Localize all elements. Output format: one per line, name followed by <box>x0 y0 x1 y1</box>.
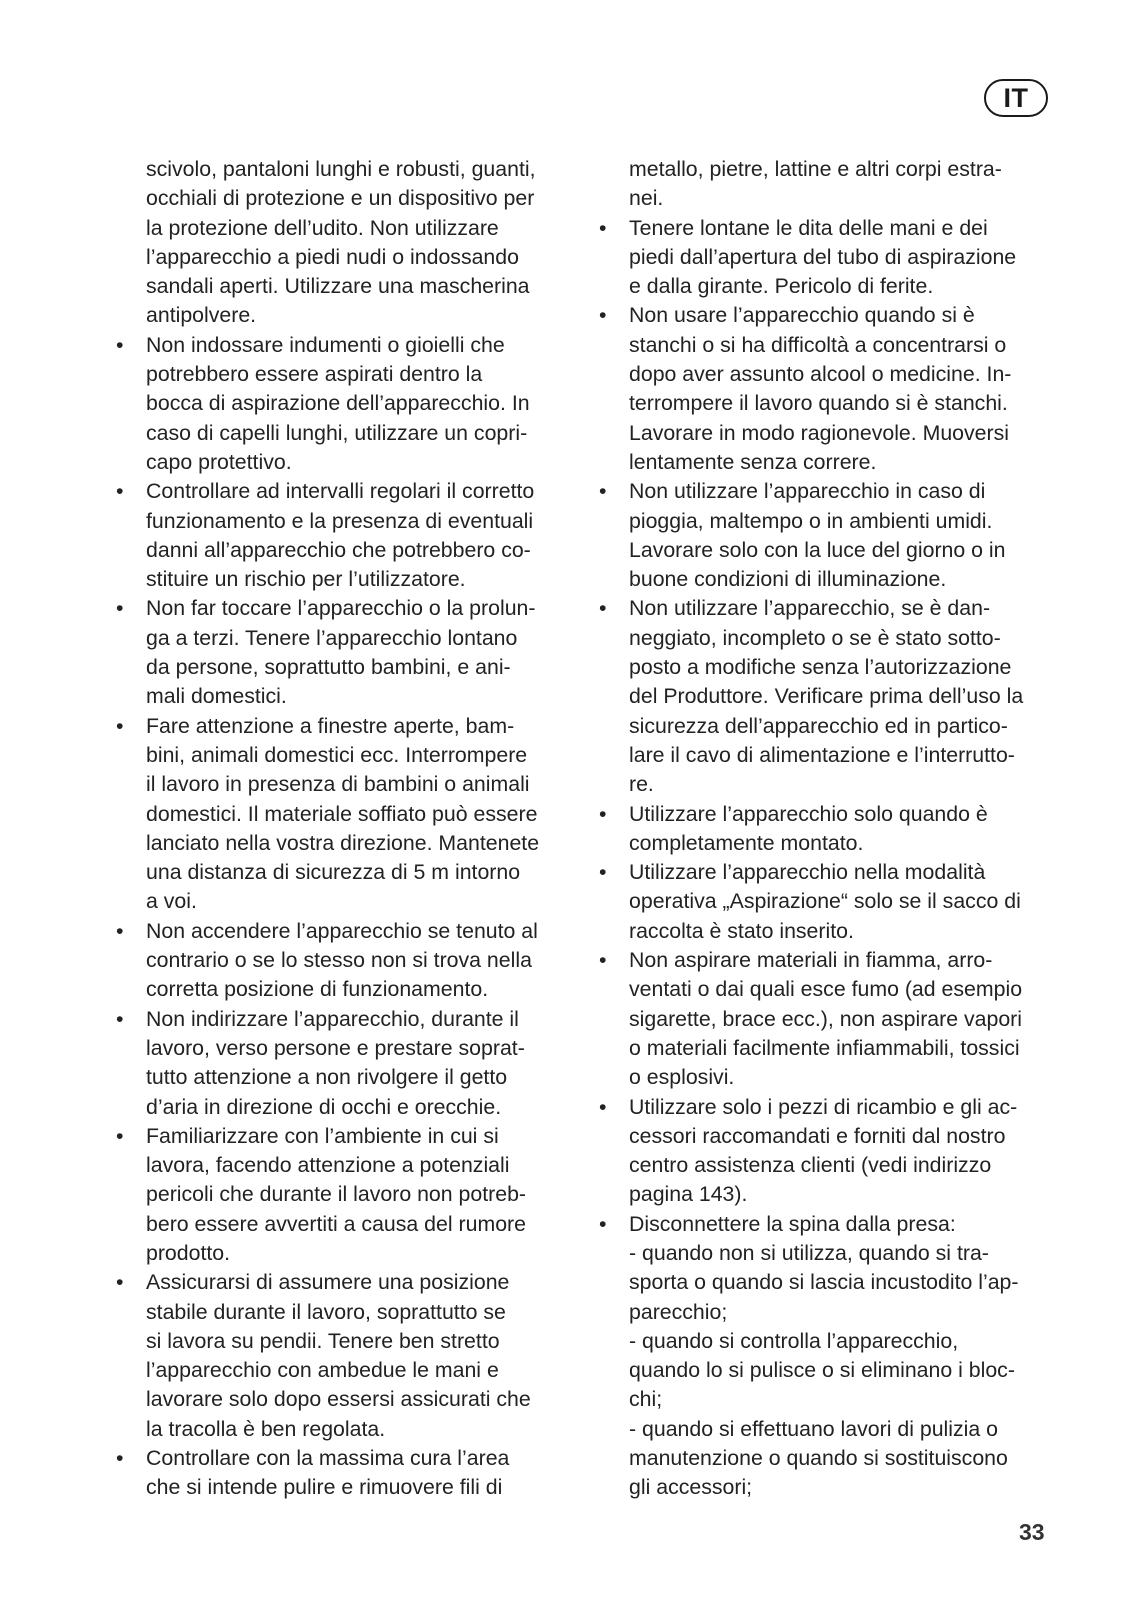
bullet-icon: • <box>116 1446 124 1471</box>
right-column <box>597 155 1063 1503</box>
list-item <box>114 1444 576 1503</box>
bullet-icon: • <box>116 332 124 357</box>
bullet-icon: • <box>599 948 607 973</box>
list-item <box>597 214 1063 302</box>
language-badge: IT <box>984 79 1048 117</box>
list-item <box>114 1268 576 1444</box>
bullet-icon: • <box>116 1123 124 1148</box>
list-item <box>114 477 576 594</box>
list-item-text: Non accendere l’apparecchio se tenuto al contrario o se lo stesso non si trova nella corretta posizione di funzionamento. <box>146 918 538 1002</box>
bullet-icon: • <box>116 1006 124 1031</box>
bullet-icon: • <box>599 801 607 826</box>
bullet-icon: • <box>599 1211 607 1236</box>
list-item-text: Non indossare indumenti o gioielli che potrebbero essere aspirati dentro la bocca di aspirazione dell’apparecchio. In caso di capelli lunghi, utilizzare un copri- capo protettivo. <box>146 332 530 474</box>
bullet-icon: • <box>116 479 124 504</box>
list-item-text: Non far toccare l’apparecchio o la prolun- ga a terzi. Tenere l’apparecchio lontano da persone, soprattutto bambini, e ani- mali domestici. <box>146 596 536 709</box>
bullet-icon: • <box>116 918 124 943</box>
list-item-text: Non indirizzare l’apparecchio, durante il lavoro, verso persone e prestare soprat- tutto attenzione a non rivolgere il getto d’aria in direzione di occhi e orecchie. <box>146 1006 525 1119</box>
list-item-text: Non aspirare materiali in fiamma, arro- ventati o dai quali esce fumo (ad esempio sigarette, brace ecc.), non aspirare vapori o materiali facilmente infiammabili, tossici o esplosivi. <box>629 948 1023 1090</box>
list-item <box>114 712 576 917</box>
list-item <box>597 946 1063 1092</box>
list-item-text: Utilizzare l’apparecchio solo quando è completamente montato. <box>629 801 988 855</box>
list-item-text: Controllare con la massima cura l’area che si intende pulire e rimuovere fili di <box>146 1446 510 1500</box>
left-column <box>114 155 576 1503</box>
list-item-text: Disconnettere la spina dalla presa: - quando non si utilizza, quando si tra- sporta o quando si lascia incustodito l’ap- parecchio; - quando si controlla l’apparecchio, quando lo si pulisce o si eliminano i bloc- chi; - quando si effettuano lavori di pulizia o manutenzione o quando si sostituiscono gli accessori; <box>629 1211 1019 1500</box>
list-item <box>114 331 576 477</box>
list-item-text: Fare attenzione a finestre aperte, bam- bini, animali domestici ecc. Interrompere il lavoro in presenza di bambini o animali domestici. Il materiale soffiato può essere lanciato nella vostra direzione. Mantenete una distanza di sicurezza di 5 m intorno a voi. <box>146 713 540 914</box>
list-item <box>597 858 1063 946</box>
list-item <box>597 1210 1063 1503</box>
bullet-icon: • <box>599 1094 607 1119</box>
list-item <box>114 594 576 711</box>
continuation-text: metallo, pietre, lattine e altri corpi estra- nei. <box>629 157 1002 211</box>
list-item <box>597 594 1063 799</box>
bullet-icon: • <box>599 215 607 240</box>
bullet-icon: • <box>599 860 607 885</box>
list-item <box>597 800 1063 859</box>
bullet-icon: • <box>116 596 124 621</box>
bullet-icon: • <box>116 1270 124 1295</box>
list-item-text: Non utilizzare l’apparecchio, se è dan- neggiato, incompleto o se è stato sotto- posto a modifiche senza l’autorizzazione del Produttore. Verificare prima dell’uso la sicurezza dell’apparecchio ed in partico- lare il cavo di alimentazione e l’interrutto- re. <box>629 596 1024 797</box>
list-item-text: Utilizzare solo i pezzi di ricambio e gli ac- cessori raccomandati e forniti dal nostro centro assistenza clienti (vedi indirizzo pagina 143). <box>629 1094 1018 1207</box>
list-item <box>597 301 1063 477</box>
bullet-icon: • <box>116 713 124 738</box>
list-item-text: Non utilizzare l’apparecchio in caso di pioggia, maltempo o in ambienti umidi. Lavorare solo con la luce del giorno o in buone condizioni di illuminazione. <box>629 479 1006 592</box>
bullet-icon: • <box>599 479 607 504</box>
list-item-text: Tenere lontane le dita delle mani e dei piedi dall’apertura del tubo di aspirazione e dalla girante. Pericolo di ferite. <box>629 215 1017 299</box>
list-item <box>114 1122 576 1268</box>
list-item-text: Assicurarsi di assumere una posizione stabile durante il lavoro, soprattutto se si lavora su pendii. Tenere ben stretto l’apparecchio con ambedue le mani e lavorare solo dopo essersi assicurati che la tracolla è ben regolata. <box>146 1270 531 1441</box>
list-item-text: Utilizzare l’apparecchio nella modalità operativa „Aspirazione“ solo se il sacco di raccolta è stato inserito. <box>629 860 1021 943</box>
list-item <box>114 1005 576 1122</box>
list-item-text: Familiarizzare con l’ambiente in cui si lavora, facendo attenzione a potenziali pericoli che durante il lavoro non potreb- bero essere avvertiti a causa del rumore prodotto. <box>146 1123 527 1265</box>
list-item <box>597 477 1063 594</box>
bullet-icon: • <box>599 596 607 621</box>
bullet-icon: • <box>599 303 607 328</box>
list-item <box>114 917 576 1005</box>
list-item-text: Controllare ad intervalli regolari il corretto funzionamento e la presenza di eventuali danni all’apparecchio che potrebbero co- stituire un rischio per l’utilizzatore. <box>146 479 535 592</box>
list-item-text: Non usare l’apparecchio quando si è stanchi o si ha difficoltà a concentrarsi o dopo aver assunto alcool o medicine. In- terrompere il lavoro quando si è stanchi. Lavorare in modo ragionevole. Muoversi lentamente senza correre. <box>629 303 1012 474</box>
list-item <box>597 1093 1063 1210</box>
continuation-text: scivolo, pantaloni lunghi e robusti, guanti, occhiali di protezione e un dispositivo per la protezione dell’udito. Non utilizzare l’apparecchio a piedi nudi o indossando sandali aperti. Utilizzare una mascherina antipolvere. <box>146 157 536 328</box>
page-number: 33 <box>1019 1519 1045 1545</box>
